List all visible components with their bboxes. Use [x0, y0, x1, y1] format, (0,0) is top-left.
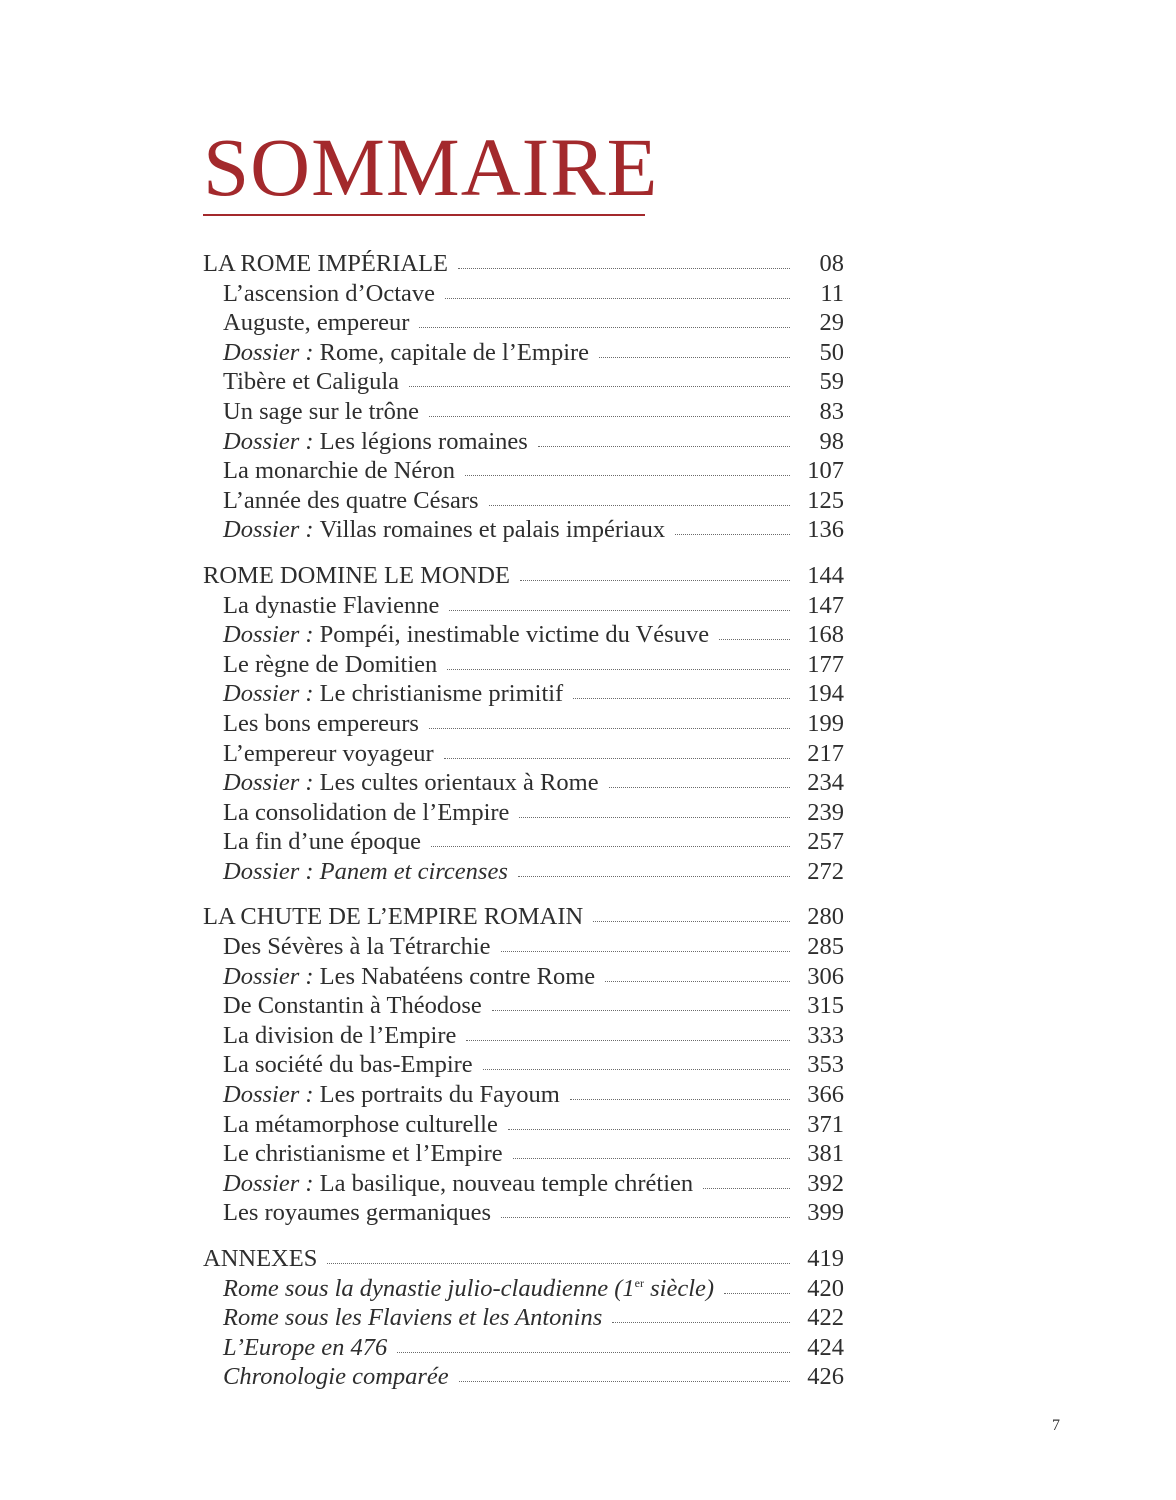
toc-entry[interactable]: [203, 1362, 844, 1392]
dotted-leader: [724, 1293, 790, 1294]
toc-entry[interactable]: [203, 367, 844, 397]
toc-entry[interactable]: [203, 962, 844, 992]
dotted-leader: [520, 580, 790, 581]
toc-entry[interactable]: [203, 1198, 844, 1228]
toc-entry-title: [223, 515, 665, 545]
dotted-leader: [445, 298, 790, 299]
toc-entry-label: Panem et circenses: [319, 857, 508, 885]
toc-entry[interactable]: [203, 486, 844, 516]
dotted-leader: [409, 386, 790, 387]
toc-entry-title: [223, 1139, 503, 1169]
toc-entry-title: [223, 338, 589, 368]
section-heading-text: ROME DOMINE LE MONDE: [203, 561, 510, 589]
toc-entry-page-number: 199: [807, 709, 844, 737]
toc-entry[interactable]: [203, 456, 844, 486]
toc-entry-label: Auguste, empereur: [223, 309, 410, 337]
toc-entry[interactable]: [203, 1139, 844, 1169]
toc-entry[interactable]: [203, 827, 844, 857]
toc-entry-title: [223, 768, 599, 798]
dotted-leader: [719, 639, 790, 640]
dotted-leader: [483, 1069, 790, 1070]
toc-entry-page-number: 424: [807, 1333, 844, 1361]
toc-entry-title: [223, 1362, 449, 1392]
toc-section: [203, 1244, 844, 1392]
toc-entry-page-number: 177: [807, 650, 844, 678]
toc-entry-page-number: 366: [807, 1081, 844, 1109]
dotted-leader: [466, 1040, 790, 1041]
dotted-leader: [492, 1010, 790, 1011]
dotted-leader: [703, 1188, 790, 1189]
toc-entry[interactable]: [203, 739, 844, 769]
page-title: SOMMAIRE: [203, 121, 659, 213]
dotted-leader: [429, 416, 790, 417]
dossier-prefix: Dossier :: [223, 1081, 320, 1109]
page-number: 7: [1052, 1417, 1060, 1434]
toc-entry-title: [223, 1303, 602, 1333]
toc-entry-label: Rome sous la dynastie julio-claudienne (1: [223, 1274, 635, 1302]
toc-entry-label: La basilique, nouveau temple chrétien: [319, 1169, 694, 1197]
dossier-prefix: Dossier :: [223, 516, 320, 544]
toc-entry-label: La dynastie Flavienne: [223, 591, 440, 619]
toc-entry-page-number: 107: [807, 457, 844, 485]
toc-entry-page-number: 272: [807, 857, 844, 885]
toc-entry-label: L’Europe en 476: [223, 1333, 388, 1361]
toc-entry-label: Le christianisme et l’Empire: [223, 1140, 503, 1168]
toc-entry-page-number: 392: [807, 1169, 844, 1197]
toc-entry-label: L’ascension d’Octave: [223, 279, 436, 307]
toc-entry[interactable]: [203, 679, 844, 709]
toc-section: [203, 249, 844, 545]
toc-entry-label: L’année des quatre Césars: [223, 486, 479, 514]
toc-entry-title: [223, 991, 482, 1021]
toc-section: [203, 902, 844, 1228]
dotted-leader: [518, 876, 790, 877]
dotted-leader: [449, 610, 790, 611]
dotted-leader: [447, 669, 790, 670]
toc-entry[interactable]: [203, 1050, 844, 1080]
section-page-number: 280: [807, 903, 844, 931]
toc-entry-label: La monarchie de Néron: [223, 457, 455, 485]
toc-entry-label: La métamorphose culturelle: [223, 1110, 498, 1138]
toc-entry-title: [223, 1021, 456, 1051]
toc-entry-title: [223, 932, 491, 962]
toc-entry-label: La consolidation de l’Empire: [223, 798, 510, 826]
dossier-prefix: Dossier :: [223, 962, 320, 990]
dotted-leader: [593, 921, 790, 922]
dotted-leader: [513, 1158, 790, 1159]
toc-entry[interactable]: [203, 857, 844, 887]
toc-entry-label: La fin d’une époque: [223, 828, 421, 856]
dotted-leader: [489, 505, 790, 506]
dotted-leader: [458, 268, 790, 269]
toc-entry-title: [223, 827, 421, 857]
toc-section-heading[interactable]: [203, 902, 844, 932]
toc-entry[interactable]: [203, 1274, 844, 1304]
toc-entry[interactable]: [203, 1110, 844, 1140]
dotted-leader: [519, 817, 790, 818]
toc-entry-label: De Constantin à Théodose: [223, 992, 482, 1020]
toc-entry-page-number: 147: [807, 591, 844, 619]
toc-entry-label: Tibère et Caligula: [223, 368, 400, 396]
table-of-contents: [203, 249, 844, 1408]
toc-entry-page-number: 353: [807, 1051, 844, 1079]
toc-entry-page-number: 257: [807, 828, 844, 856]
toc-entry-page-number: 98: [819, 427, 844, 455]
toc-entry-page-number: 83: [819, 397, 844, 425]
section-heading-text: ANNEXES: [203, 1245, 318, 1272]
toc-entry-title: [223, 279, 435, 309]
toc-entry-title: [223, 620, 709, 650]
toc-entry-title: [223, 739, 434, 769]
dotted-leader: [465, 475, 790, 476]
toc-section: [203, 561, 844, 887]
toc-section-heading[interactable]: [203, 249, 844, 279]
dossier-prefix: Dossier :: [223, 769, 320, 797]
toc-entry-label-suffix: siècle): [643, 1274, 715, 1302]
toc-entry[interactable]: [203, 768, 844, 798]
toc-entry-page-number: 371: [807, 1110, 844, 1138]
dotted-leader: [675, 534, 790, 535]
toc-entry-page-number: 420: [807, 1274, 844, 1302]
dotted-leader: [429, 728, 790, 729]
toc-entry-label: Chronologie comparée: [223, 1363, 449, 1391]
dotted-leader: [397, 1352, 790, 1353]
toc-entry-label: Les royaumes germaniques: [223, 1199, 492, 1227]
toc-entry[interactable]: [203, 932, 844, 962]
dossier-prefix: Dossier :: [223, 621, 320, 649]
toc-entry-page-number: 426: [807, 1363, 844, 1391]
dotted-leader: [431, 846, 790, 847]
toc-entry-title: [223, 1198, 491, 1228]
toc-entry[interactable]: [203, 798, 844, 828]
toc-entry-label: Un sage sur le trône: [223, 397, 419, 425]
toc-entry-page-number: 422: [807, 1304, 844, 1332]
toc-entry-title: [223, 591, 439, 621]
dotted-leader: [538, 446, 790, 447]
toc-entry[interactable]: [203, 515, 844, 545]
toc-entry[interactable]: [203, 397, 844, 427]
dotted-leader: [501, 951, 790, 952]
dotted-leader: [605, 981, 790, 982]
toc-entry-label: Le règne de Domitien: [223, 650, 438, 678]
toc-entry-label: Rome, capitale de l’Empire: [319, 338, 590, 366]
toc-entry[interactable]: [203, 427, 844, 457]
toc-entry[interactable]: [203, 1303, 844, 1333]
toc-entry-title: [223, 1050, 473, 1080]
ordinal-superscript: er: [634, 1275, 644, 1290]
toc-entry-label: Les Nabatéens contre Rome: [319, 962, 596, 990]
section-heading-text: LA ROME IMPÉRIALE: [203, 250, 448, 277]
toc-entry-title: [223, 486, 479, 516]
dotted-leader: [419, 327, 790, 328]
toc-entry-page-number: 59: [819, 368, 844, 396]
dossier-prefix: Dossier :: [223, 857, 320, 885]
toc-entry-title: [223, 650, 437, 680]
toc-entry-title: [223, 397, 419, 427]
toc-entry-label: Les bons empereurs: [223, 709, 419, 737]
dotted-leader: [609, 787, 790, 788]
toc-entry[interactable]: [203, 620, 844, 650]
toc-entry[interactable]: [203, 308, 844, 338]
toc-entry-label: Les légions romaines: [319, 427, 528, 455]
toc-entry-title: [223, 456, 455, 486]
dossier-prefix: Dossier :: [223, 1169, 320, 1197]
toc-entry-page-number: 168: [807, 621, 844, 649]
toc-entry-page-number: 194: [807, 680, 844, 708]
toc-entry-page-number: 234: [807, 769, 844, 797]
toc-entry-title: [223, 1333, 387, 1363]
dotted-leader: [573, 698, 790, 699]
toc-entry-label: Les portraits du Fayoum: [319, 1081, 560, 1109]
toc-entry-page-number: 29: [819, 309, 844, 337]
toc-entry-page-number: 381: [807, 1140, 844, 1168]
toc-entry[interactable]: [203, 1333, 844, 1363]
toc-entry-page-number: 11: [820, 279, 844, 307]
toc-entry-page-number: 333: [807, 1021, 844, 1049]
toc-entry-title: [223, 679, 563, 709]
toc-entry-title: [223, 962, 595, 992]
toc-entry-page-number: 306: [807, 962, 844, 990]
toc-entry[interactable]: [203, 709, 844, 739]
toc-entry[interactable]: [203, 650, 844, 680]
dotted-leader: [327, 1263, 790, 1264]
dotted-leader: [612, 1322, 790, 1323]
toc-entry-label: Des Sévères à la Tétrarchie: [223, 933, 491, 961]
toc-entry-label: Rome sous les Flaviens et les Antonins: [223, 1304, 603, 1332]
toc-section-heading[interactable]: [203, 561, 844, 591]
toc-entry-title: [223, 1080, 560, 1110]
dossier-prefix: Dossier :: [223, 680, 320, 708]
dotted-leader: [508, 1129, 790, 1130]
toc-entry-label: Pompéi, inestimable victime du Vésuve: [319, 621, 710, 649]
toc-entry-title: [223, 798, 509, 828]
toc-entry-page-number: 239: [807, 798, 844, 826]
toc-entry-page-number: 315: [807, 992, 844, 1020]
toc-entry-page-number: 50: [819, 338, 844, 366]
toc-entry[interactable]: [203, 338, 844, 368]
toc-entry[interactable]: [203, 991, 844, 1021]
toc-entry[interactable]: [203, 1080, 844, 1110]
dossier-prefix: Dossier :: [223, 427, 320, 455]
section-page-number: 144: [807, 561, 844, 589]
toc-entry-title: [223, 308, 409, 338]
toc-entry-page-number: 125: [807, 486, 844, 514]
toc-entry-label: L’empereur voyageur: [223, 739, 434, 767]
toc-entry[interactable]: [203, 1021, 844, 1051]
toc-entry-title: [223, 427, 528, 457]
toc-entry-page-number: 136: [807, 516, 844, 544]
toc-entry-page-number: 285: [807, 933, 844, 961]
toc-entry-title: [223, 857, 508, 887]
toc-entry[interactable]: [203, 591, 844, 621]
dotted-leader: [501, 1217, 790, 1218]
section-page-number: 08: [819, 250, 844, 277]
toc-entry-label: Le christianisme primitif: [319, 680, 564, 708]
dotted-leader: [570, 1099, 790, 1100]
title-rule: [203, 214, 645, 216]
toc-entry-label: La société du bas-Empire: [223, 1051, 473, 1079]
dotted-leader: [459, 1381, 790, 1382]
toc-entry-label: Les cultes orientaux à Rome: [319, 769, 599, 797]
section-page-number: 419: [807, 1245, 844, 1272]
toc-entry-label: Villas romaines et palais impériaux: [319, 516, 666, 544]
toc-section-heading[interactable]: [203, 1244, 844, 1274]
toc-entry-title: [223, 1274, 714, 1304]
toc-entry-page-number: 217: [807, 739, 844, 767]
toc-entry-title: [223, 367, 399, 397]
toc-entry[interactable]: [203, 1169, 844, 1199]
dossier-prefix: Dossier :: [223, 338, 320, 366]
toc-entry-title: [223, 709, 419, 739]
toc-entry-page-number: 399: [807, 1199, 844, 1227]
dotted-leader: [444, 758, 790, 759]
toc-entry[interactable]: [203, 279, 844, 309]
section-heading-text: LA CHUTE DE L’EMPIRE ROMAIN: [203, 903, 584, 931]
dotted-leader: [599, 357, 790, 358]
toc-entry-label: La division de l’Empire: [223, 1021, 457, 1049]
toc-entry-title: [223, 1169, 693, 1199]
toc-entry-title: [223, 1110, 498, 1140]
